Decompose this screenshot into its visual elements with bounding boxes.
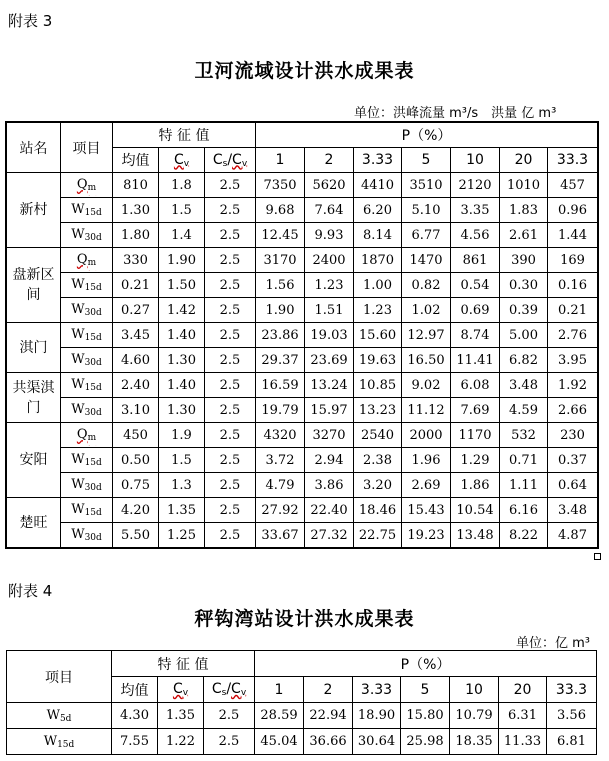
table-row [7,729,597,755]
data-cell: 169 [548,248,598,273]
data-cell: 6.77 [402,223,451,248]
data-cell: 6.20 [354,198,402,223]
data-cell: 15.43 [402,498,451,523]
data-cell: 3.20 [354,473,402,498]
data-cell: 2.5 [205,373,256,398]
data-cell: 3.72 [256,448,305,473]
data-cell: 4.87 [548,523,598,548]
data-cell: 0.30 [500,273,548,298]
table4 [6,650,597,755]
table-row [7,298,598,323]
p-value-header: 3.33 [354,148,402,173]
data-cell: 2.5 [204,703,255,729]
data-cell: 11.41 [451,348,500,373]
data-cell: 27.32 [305,523,354,548]
data-cell: 22.94 [304,703,353,729]
p-value-header: 1 [255,677,304,703]
data-cell: 2000 [402,423,451,448]
data-cell: 1.80 [113,223,159,248]
item-label: $Q_m$ [61,173,113,198]
data-cell: 4320 [256,423,305,448]
data-cell: 1.30 [159,398,205,423]
data-cell: 10.79 [450,703,499,729]
item-label: $W_{15d}$ [61,448,113,473]
data-cell: 2.5 [205,248,256,273]
data-cell: 5.10 [402,198,451,223]
data-cell: 0.54 [451,273,500,298]
data-cell: 3.86 [305,473,354,498]
sub-header: 均值 [112,677,158,703]
data-cell: 3.35 [451,198,500,223]
data-cell: 27.92 [256,498,305,523]
data-cell: 2400 [305,248,354,273]
data-cell: 36.66 [304,729,353,755]
table-row [7,223,598,248]
data-cell: 3.95 [548,348,598,373]
data-cell: 0.75 [113,473,159,498]
header-p: P（%） [256,123,598,148]
p-value-header: 10 [451,148,500,173]
data-cell: 23.69 [305,348,354,373]
data-cell: 2.5 [205,323,256,348]
data-cell: 4.79 [256,473,305,498]
header-station: 站名 [7,123,61,173]
data-cell: 12.97 [402,323,451,348]
table-row [7,198,598,223]
data-cell: 1.40 [159,373,205,398]
data-cell: 0.39 [500,298,548,323]
data-cell: 22.75 [354,523,402,548]
item-label: $W_{15d}$ [61,273,113,298]
data-cell: 1.92 [548,373,598,398]
data-cell: 7350 [256,173,305,198]
table4-caption: 附表 4 [8,582,53,600]
data-cell: 10.54 [451,498,500,523]
data-cell: 1.02 [402,298,451,323]
data-cell: 1.23 [305,273,354,298]
table-row [7,523,598,548]
data-cell: 5.00 [500,323,548,348]
p-value-header: 5 [402,148,451,173]
data-cell: 230 [548,423,598,448]
data-cell: 25.98 [401,729,450,755]
table-row [7,373,598,398]
item-label: $W_{15d}$ [7,729,112,755]
data-cell: 4.30 [112,703,158,729]
data-cell: 0.71 [500,448,548,473]
data-cell: 1.42 [159,298,205,323]
table-row [7,248,598,273]
data-cell: 4410 [354,173,402,198]
data-cell: 0.21 [548,298,598,323]
data-cell: 19.79 [256,398,305,423]
data-cell: 2.76 [548,323,598,348]
data-cell: 9.02 [402,373,451,398]
data-cell: 390 [500,248,548,273]
p-value-header: 1 [256,148,305,173]
data-cell: 18.90 [353,703,401,729]
data-cell: 6.81 [547,729,597,755]
data-cell: 18.46 [354,498,402,523]
data-cell: 1.86 [451,473,500,498]
data-cell: 2120 [451,173,500,198]
station-name: 淇门 [7,323,61,373]
data-cell: 3270 [305,423,354,448]
item-label: $Q_m$ [61,423,113,448]
data-cell: 1.44 [548,223,598,248]
data-cell: 0.82 [402,273,451,298]
data-cell: 810 [113,173,159,198]
table-row [7,703,597,729]
data-cell: 1.35 [159,498,205,523]
data-cell: 2.5 [205,298,256,323]
data-cell: 1.22 [158,729,204,755]
table3-unit: 单位：洪峰流量 m³/s 洪量 亿 m³ [354,106,557,121]
item-label: $W_{30d}$ [61,473,113,498]
header-p: P（%） [255,651,597,677]
p-value-header: 5 [401,677,450,703]
sub-header: $C_v$ [159,148,205,173]
data-cell: 0.27 [113,298,159,323]
resize-handle[interactable] [594,553,601,560]
data-cell: 45.04 [255,729,304,755]
data-cell: 1.23 [354,298,402,323]
data-cell: 1870 [354,248,402,273]
data-cell: 2.61 [500,223,548,248]
data-cell: 1.90 [159,248,205,273]
data-cell: 1.83 [500,198,548,223]
table3 [6,122,598,548]
data-cell: 532 [500,423,548,448]
table-row [7,423,598,448]
data-cell: 3.48 [548,498,598,523]
data-cell: 1.40 [159,323,205,348]
data-cell: 6.08 [451,373,500,398]
data-cell: 4.20 [113,498,159,523]
data-cell: 11.33 [499,729,547,755]
data-cell: 1.00 [354,273,402,298]
p-value-header: 10 [450,677,499,703]
data-cell: 8.74 [451,323,500,348]
data-cell: 1.90 [256,298,305,323]
data-cell: 3510 [402,173,451,198]
data-cell: 30.64 [353,729,401,755]
data-cell: 13.23 [354,398,402,423]
data-cell: 2.5 [205,273,256,298]
item-label: $W_{30d}$ [61,523,113,548]
data-cell: 2.66 [548,398,598,423]
data-cell: 9.68 [256,198,305,223]
data-cell: 12.45 [256,223,305,248]
item-label: $W_{30d}$ [61,298,113,323]
data-cell: 33.67 [256,523,305,548]
data-cell: 1010 [500,173,548,198]
table3-title: 卫河流域设计洪水成果表 [194,60,415,82]
data-cell: 2.5 [205,173,256,198]
station-name: 新村 [7,173,61,248]
data-cell: 13.24 [305,373,354,398]
data-cell: 13.48 [451,523,500,548]
data-cell: 7.64 [305,198,354,223]
data-cell: 2.40 [113,373,159,398]
data-cell: 2540 [354,423,402,448]
p-value-header: 3.33 [353,677,401,703]
data-cell: 9.93 [305,223,354,248]
p-value-header: 20 [500,148,548,173]
table-row [7,398,598,423]
table4-unit: 单位：亿 m³ [516,636,591,651]
table-row [7,323,598,348]
table-row [7,473,598,498]
data-cell: 0.21 [113,273,159,298]
data-cell: 0.69 [451,298,500,323]
data-cell: 23.86 [256,323,305,348]
item-label: $W_{30d}$ [61,223,113,248]
table3-caption: 附表 3 [8,12,53,30]
data-cell: 2.94 [305,448,354,473]
data-cell: 3.10 [113,398,159,423]
data-cell: 7.69 [451,398,500,423]
data-cell: 1.5 [159,198,205,223]
data-cell: 3.56 [547,703,597,729]
data-cell: 450 [113,423,159,448]
data-cell: 0.96 [548,198,598,223]
data-cell: 861 [451,248,500,273]
data-cell: 2.5 [205,223,256,248]
data-cell: 1.4 [159,223,205,248]
data-cell: 18.35 [450,729,499,755]
data-cell: 4.56 [451,223,500,248]
p-value-header: 2 [304,677,353,703]
data-cell: 15.60 [354,323,402,348]
item-label: $W_{15d}$ [61,373,113,398]
data-cell: 2.5 [205,348,256,373]
item-label: $Q_m$ [61,248,113,273]
data-cell: 19.03 [305,323,354,348]
header-item: 项目 [7,651,112,703]
data-cell: 16.59 [256,373,305,398]
data-cell: 2.5 [205,498,256,523]
data-cell: 330 [113,248,159,273]
table4-title: 秤钩湾站设计洪水成果表 [194,608,415,630]
sub-header: 均值 [113,148,159,173]
data-cell: 1.11 [500,473,548,498]
data-cell: 8.22 [500,523,548,548]
data-cell: 7.55 [112,729,158,755]
data-cell: 1.8 [159,173,205,198]
data-cell: 457 [548,173,598,198]
data-cell: 5.50 [113,523,159,548]
data-cell: 1.35 [158,703,204,729]
data-cell: 10.85 [354,373,402,398]
station-name: 共渠淇门 [7,373,61,423]
data-cell: 19.63 [354,348,402,373]
p-value-header: 2 [305,148,354,173]
data-cell: 15.97 [305,398,354,423]
data-cell: 1470 [402,248,451,273]
data-cell: 6.82 [500,348,548,373]
data-cell: 0.16 [548,273,598,298]
data-cell: 1.51 [305,298,354,323]
data-cell: 16.50 [402,348,451,373]
data-cell: 1.30 [159,348,205,373]
item-label: $W_{15d}$ [61,498,113,523]
item-label: $W_{15d}$ [61,323,113,348]
sub-header: $C_s/C_v$ [204,677,255,703]
table-row [7,498,598,523]
table-row [7,448,598,473]
sub-header: $C_s/C_v$ [205,148,256,173]
data-cell: 22.40 [305,498,354,523]
data-cell: 1.3 [159,473,205,498]
data-cell: 2.5 [205,423,256,448]
data-cell: 11.12 [402,398,451,423]
data-cell: 2.5 [205,448,256,473]
data-cell: 4.59 [500,398,548,423]
data-cell: 1.50 [159,273,205,298]
data-cell: 2.38 [354,448,402,473]
data-cell: 1.29 [451,448,500,473]
station-name: 楚旺 [7,498,61,548]
item-label: $W_{30d}$ [61,398,113,423]
item-label: $W_{30d}$ [61,348,113,373]
data-cell: 2.69 [402,473,451,498]
data-cell: 6.31 [499,703,547,729]
data-cell: 1170 [451,423,500,448]
data-cell: 0.37 [548,448,598,473]
data-cell: 29.37 [256,348,305,373]
p-value-header: 33.3 [547,677,597,703]
item-label: $W_{15d}$ [61,198,113,223]
table-row [7,173,598,198]
data-cell: 4.60 [113,348,159,373]
data-cell: 1.5 [159,448,205,473]
data-cell: 1.9 [159,423,205,448]
p-value-header: 20 [499,677,547,703]
header-characteristic: 特 征 值 [112,651,255,677]
data-cell: 8.14 [354,223,402,248]
data-cell: 28.59 [255,703,304,729]
data-cell: 2.5 [205,523,256,548]
data-cell: 3.45 [113,323,159,348]
station-name: 盘新区间 [7,248,61,323]
data-cell: 2.5 [205,198,256,223]
sub-header: $C_v$ [158,677,204,703]
header-characteristic: 特 征 值 [113,123,256,148]
data-cell: 5620 [305,173,354,198]
data-cell: 2.5 [205,398,256,423]
data-cell: 0.50 [113,448,159,473]
station-name: 安阳 [7,423,61,498]
data-cell: 6.16 [500,498,548,523]
data-cell: 3.48 [500,373,548,398]
data-cell: 0.64 [548,473,598,498]
data-cell: 3170 [256,248,305,273]
data-cell: 1.56 [256,273,305,298]
data-cell: 2.5 [205,473,256,498]
data-cell: 19.23 [402,523,451,548]
table-row [7,348,598,373]
data-cell: 1.96 [402,448,451,473]
item-label: $W_{5d}$ [7,703,112,729]
data-cell: 2.5 [204,729,255,755]
data-cell: 1.30 [113,198,159,223]
header-item: 项目 [61,123,113,173]
p-value-header: 33.3 [548,148,598,173]
table-row [7,273,598,298]
data-cell: 15.80 [401,703,450,729]
data-cell: 1.25 [159,523,205,548]
